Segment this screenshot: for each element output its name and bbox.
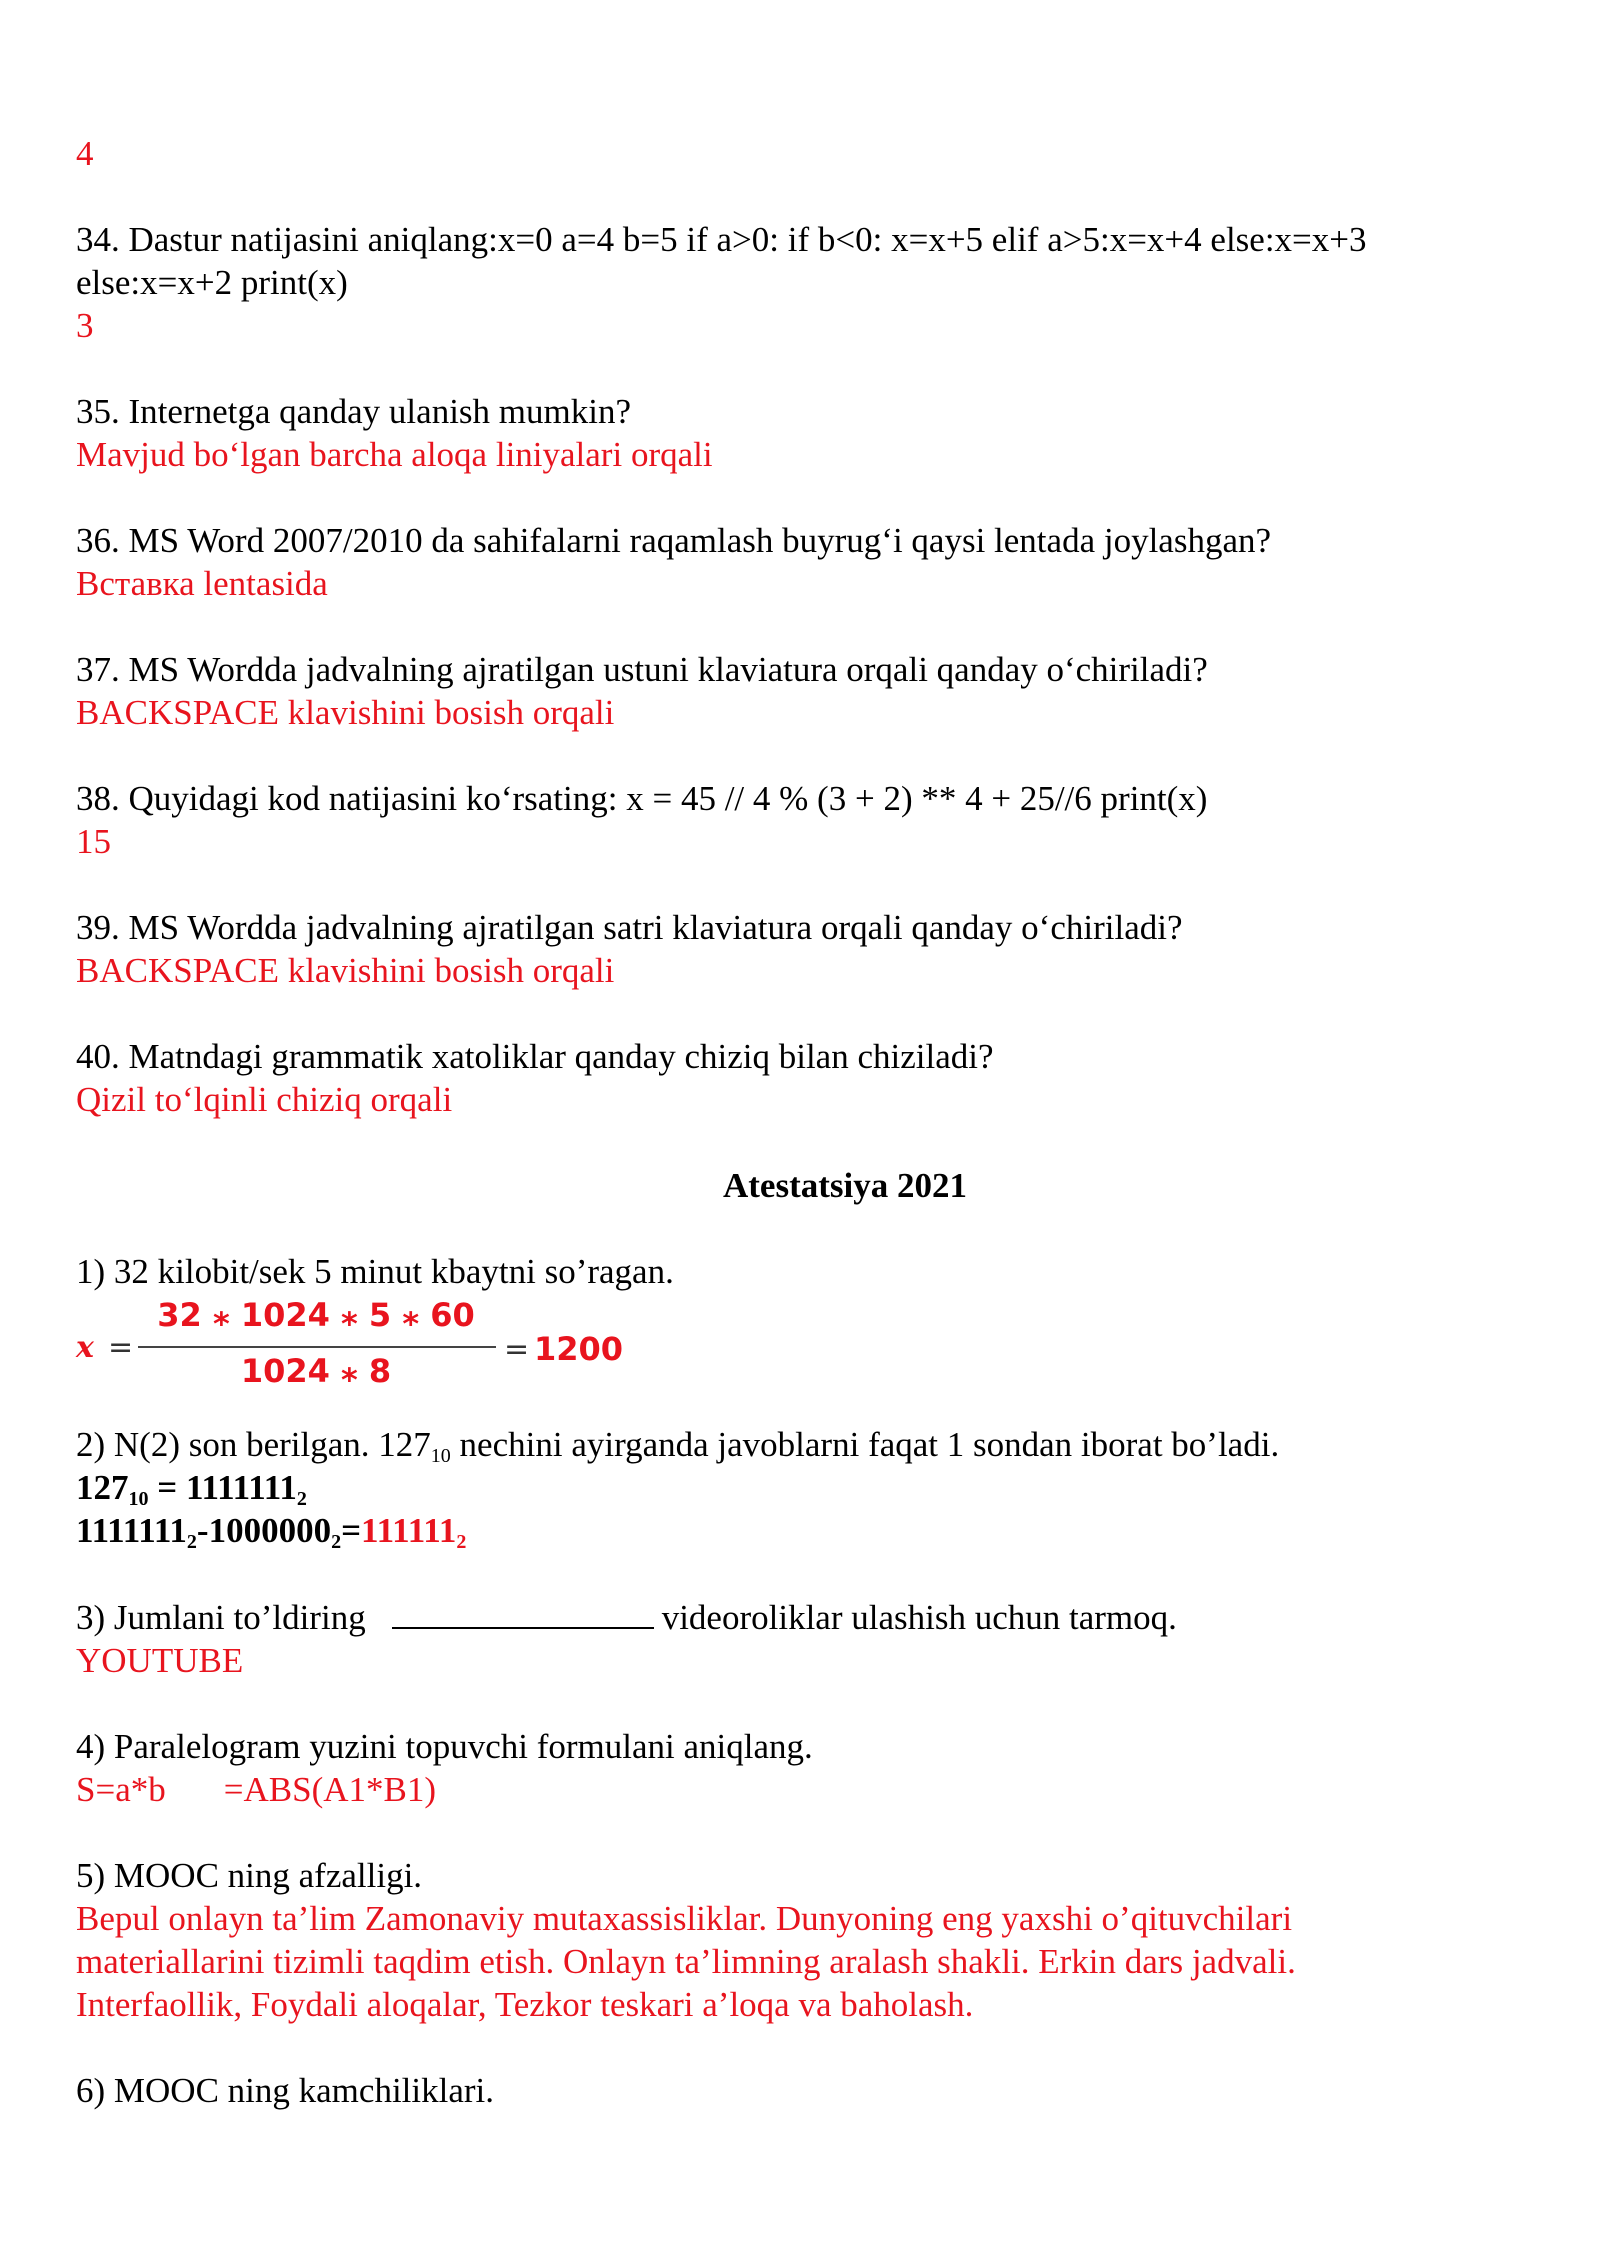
- subscript: 2: [296, 1488, 307, 1510]
- text-part: =: [341, 1511, 362, 1550]
- text-part: = 1111111: [148, 1468, 297, 1507]
- subscript: 10: [128, 1488, 149, 1510]
- answer-text: 3: [76, 306, 94, 345]
- answer-text: Interfaollik, Foydali aloqalar, Tezkor teskari a’loqa va baholash.: [76, 1985, 974, 2024]
- item-2-line-2: [76, 1509, 1526, 1552]
- formula-result: 1200: [534, 1330, 624, 1368]
- question-35: [76, 390, 1526, 476]
- question-39: [76, 906, 1526, 992]
- text-part: nechini ayirganda javoblarni faqat 1 sondan iborat bo’ladi.: [450, 1425, 1280, 1464]
- answer-text: 111111: [361, 1511, 457, 1550]
- question-36: [76, 519, 1526, 605]
- answer-text: Qizil to‘lqinli chiziq orqali: [76, 1080, 453, 1119]
- formula-numerator: 32 ⁎ 1024 ⁎ 5 ⁎ 60: [157, 1296, 475, 1334]
- text-part: 127: [76, 1468, 129, 1507]
- item-4-question: 4) Paralelogram yuzini topuvchi formulani aniqlang.: [76, 1727, 813, 1766]
- fill-in-blank: [392, 1599, 654, 1629]
- question-text: else:x=x+2 print(x): [76, 263, 348, 302]
- answer-text: Bepul onlayn ta’lim Zamonaviy mutaxassisliklar. Dunyoning eng yaxshi o’qituvchilari: [76, 1899, 1293, 1938]
- subscript: 2: [456, 1531, 467, 1553]
- text-part: -1000000: [196, 1511, 332, 1550]
- answer-text: S=a*b: [76, 1770, 166, 1809]
- item-2-question: [76, 1423, 1526, 1466]
- answer-text: YOUTUBE: [76, 1641, 244, 1680]
- text-part: 2) N(2) son berilgan. 127: [76, 1425, 431, 1464]
- answer-text: 15: [76, 822, 111, 861]
- text-part: 1111111: [76, 1511, 187, 1550]
- item-6-question: 6) MOOC ning kamchiliklari.: [76, 2071, 495, 2110]
- item-2-line-1: [76, 1466, 1526, 1509]
- item-5-question: 5) MOOC ning afzalligi.: [76, 1856, 423, 1895]
- item-1-question: 1) 32 kilobit/sek 5 minut kbaytni so’ragan.: [76, 1252, 674, 1291]
- subscript: 10: [430, 1445, 451, 1467]
- formula-equals: =: [108, 1330, 134, 1365]
- question-text: 37. MS Wordda jadvalning ajratilgan ustuni klaviatura orqali qanday o‘chiriladi?: [76, 650, 1208, 689]
- subscript: 2: [186, 1531, 197, 1553]
- fraction-bar: [138, 1346, 496, 1348]
- question-40: [76, 1035, 1526, 1121]
- item-5: [76, 1854, 1526, 2026]
- question-text: 39. MS Wordda jadvalning ajratilgan satri klaviatura orqali qanday o‘chiriladi?: [76, 908, 1183, 947]
- formula-denominator: 1024 ⁎ 8: [240, 1352, 392, 1390]
- question-text: 38. Quyidagi kod natijasini ko‘rsating: x = 45 // 4 % (3 + 2) ** 4 + 25//6 print(x): [76, 779, 1208, 818]
- answer-text: =ABS(A1*B1): [223, 1770, 437, 1809]
- answer-text: Mavjud bo‘lgan barcha aloqa liniyalari orqali: [76, 435, 713, 474]
- question-text: 34. Dastur natijasini aniqlang:x=0 a=4 b=5 if a>0: if b<0: x=x+5 elif a>5:x=x+4 else:x=x+3: [76, 220, 1367, 259]
- item-4-answer: [76, 1768, 1526, 1811]
- formula-variable: x: [76, 1330, 94, 1365]
- answer-text: materiallarini tizimli taqdim etish. Onlayn ta’limning aralash shakli. Erkin dars jadvali.: [76, 1942, 1296, 1981]
- question-34: [76, 218, 1526, 347]
- prev-answer: 4: [76, 134, 94, 173]
- item-2: [76, 1423, 1526, 1552]
- question-38: [76, 777, 1526, 863]
- section-title: Atestatsiya 2021: [723, 1166, 967, 1205]
- answer-text: Вставка lentasida: [76, 564, 328, 603]
- item-3-question: [76, 1596, 1526, 1639]
- subscript: 2: [331, 1531, 342, 1553]
- formula-item-1: [76, 1296, 624, 1396]
- text-part: videoroliklar ulashish uchun tarmoq.: [661, 1598, 1177, 1637]
- text-part: 3) Jumlani to’ldiring: [76, 1598, 366, 1637]
- formula-equals: =: [504, 1332, 530, 1367]
- answer-text: BACKSPACE klavishini bosish orqali: [76, 951, 615, 990]
- question-37: [76, 648, 1526, 734]
- item-4: [76, 1725, 1526, 1811]
- question-text: 35. Internetga qanday ulanish mumkin?: [76, 392, 631, 431]
- question-text: 36. MS Word 2007/2010 da sahifalarni raqamlash buyrug‘i qaysi lentada joylashgan?: [76, 521, 1272, 560]
- question-text: 40. Matndagi grammatik xatoliklar qanday chiziq bilan chiziladi?: [76, 1037, 994, 1076]
- answer-text: BACKSPACE klavishini bosish orqali: [76, 693, 615, 732]
- item-3: [76, 1596, 1526, 1682]
